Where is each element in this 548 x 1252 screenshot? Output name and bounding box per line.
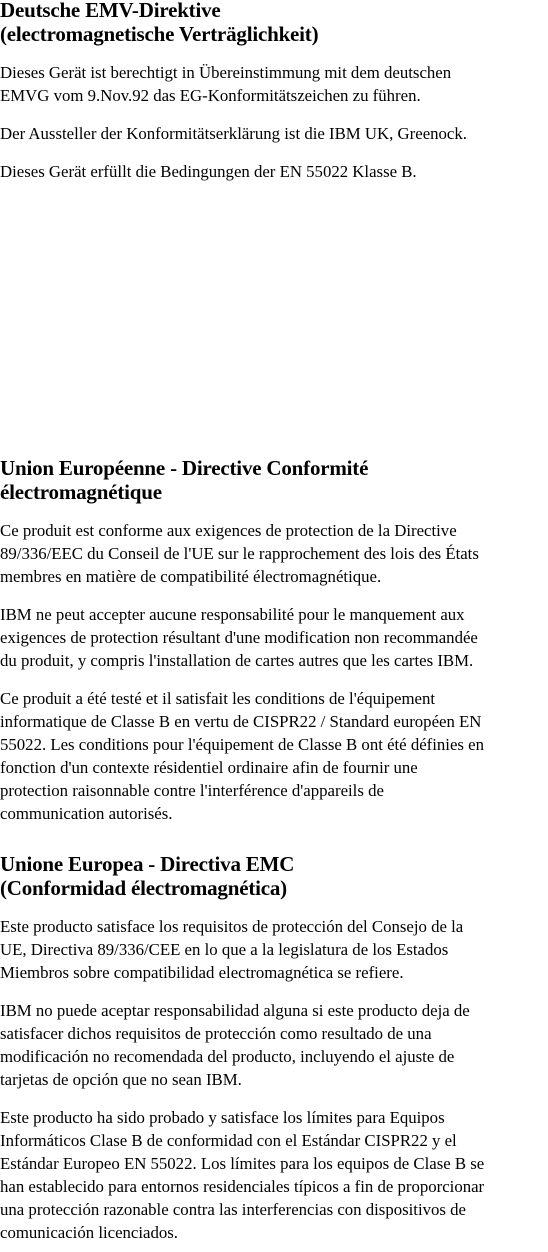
text-line: Este producto satisface los requisitos de protección del Consejo de la bbox=[0, 917, 464, 936]
text-line: Dieses Gerät ist berechtigt in Übereinstimmung mit dem deutschen bbox=[0, 63, 452, 82]
section-spanish-emc bbox=[0, 852, 548, 1244]
text-line: comunicación licenciados. bbox=[0, 1223, 178, 1242]
paragraph bbox=[0, 519, 548, 588]
text-line: EMVG vom 9.Nov.92 das EG-Konformitätszeichen zu führen. bbox=[0, 86, 421, 105]
text-line: modificación no recomendada del producto, incluyendo el ajuste de bbox=[0, 1047, 455, 1066]
paragraph bbox=[0, 1106, 548, 1244]
text-line: IBM no puede aceptar responsabilidad alguna si este producto deja de bbox=[0, 1001, 470, 1020]
paragraph bbox=[0, 687, 548, 825]
text-line: informatique de Classe B en vertu de CISPR22 / Standard européen EN bbox=[0, 712, 482, 731]
text-line: han establecido para entornos residenciales típicos a fin de proporcionar bbox=[0, 1177, 485, 1196]
section-heading bbox=[0, 456, 548, 504]
text-line: membres en matière de compatibilité électromagnétique. bbox=[0, 567, 382, 586]
text-line: protection raisonnable contre l'interférence d'appareils de bbox=[0, 781, 384, 800]
heading-line: électromagnétique bbox=[0, 480, 162, 504]
text-line: du produit, y compris l'installation de cartes autres que les cartes IBM. bbox=[0, 651, 474, 670]
section-german-emv bbox=[0, 0, 548, 183]
text-line: Dieses Gerät erfüllt die Bedingungen der EN 55022 Klasse B. bbox=[0, 162, 417, 181]
text-line: satisfacer dichos requisitos de protección como resultado de una bbox=[0, 1024, 432, 1043]
text-line: tarjetas de opción que no sean IBM. bbox=[0, 1070, 242, 1089]
text-line: IBM ne peut accepter aucune responsabilité pour le manquement aux bbox=[0, 605, 465, 624]
text-line: Estándar Europeo EN 55022. Los límites para los equipos de Clase B se bbox=[0, 1154, 485, 1173]
section-heading bbox=[0, 0, 548, 46]
text-line: communication autorisés. bbox=[0, 804, 173, 823]
text-line: UE, Directiva 89/336/CEE en lo que a la legislatura de los Estados bbox=[0, 940, 449, 959]
text-line: Informáticos Clase B de conformidad con el Estándar CISPR22 y el bbox=[0, 1131, 457, 1150]
paragraph bbox=[0, 915, 548, 984]
text-line: fonction d'un contexte résidentiel ordinaire afin de fournir une bbox=[0, 758, 418, 777]
heading-line: Union Européenne - Directive Conformité bbox=[0, 456, 369, 480]
text-line: exigences de protection résultant d'une modification non recommandée bbox=[0, 628, 478, 647]
paragraph bbox=[0, 999, 548, 1091]
text-line: Miembros sobre compatibilidad electromagnética se refiere. bbox=[0, 963, 404, 982]
section-heading bbox=[0, 852, 548, 900]
paragraph bbox=[0, 603, 548, 672]
text-line: Der Aussteller der Konformitätserklärung ist die IBM UK, Greenock. bbox=[0, 124, 467, 143]
text-line: 89/336/EEC du Conseil de l'UE sur le rapprochement des lois des États bbox=[0, 544, 479, 563]
text-line: Ce produit est conforme aux exigences de protection de la Directive bbox=[0, 521, 457, 540]
heading-line: (Conformidad électromagnética) bbox=[0, 876, 287, 900]
paragraph bbox=[0, 61, 548, 107]
text-line: 55022. Les conditions pour l'équipement de Classe B ont été définies en bbox=[0, 735, 484, 754]
paragraph bbox=[0, 160, 548, 183]
text-line: una protección razonable contra las interferencias con dispositivos de bbox=[0, 1200, 466, 1219]
heading-line: (electromagnetische Verträglichkeit) bbox=[0, 22, 319, 46]
heading-line: Unione Europea - Directiva EMC bbox=[0, 852, 295, 876]
heading-line: Deutsche EMV-Direktive bbox=[0, 0, 221, 22]
text-line: Ce produit a été testé et il satisfait les conditions de l'équipement bbox=[0, 689, 436, 708]
text-line: Este producto ha sido probado y satisface los límites para Equipos bbox=[0, 1108, 445, 1127]
paragraph bbox=[0, 122, 548, 145]
section-french-emc bbox=[0, 456, 548, 825]
